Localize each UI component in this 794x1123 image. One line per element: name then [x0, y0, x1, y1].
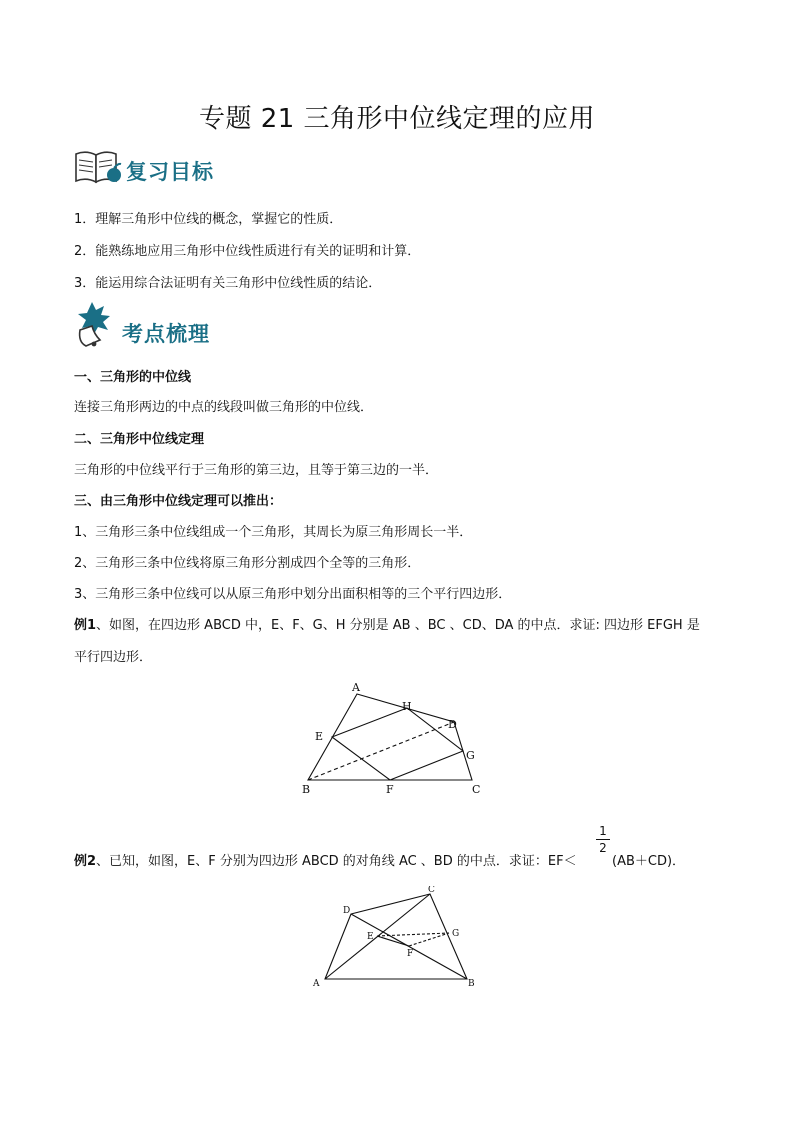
label-G: G [466, 749, 475, 762]
example1-figure [290, 680, 500, 800]
goal-2: 2．能熟练地应用三角形中位线性质进行有关的证明和计算． [74, 244, 421, 259]
example2-label: 例2 [74, 854, 97, 869]
label-D: D [448, 718, 457, 731]
label-E: E [315, 730, 324, 743]
corollary-2: 2、三角形三条中位线将原三角形分割成四个全等的三角形． [74, 556, 421, 571]
knowledge-heading-1: 一、三角形的中位线 [74, 370, 192, 385]
fraction-bar [596, 839, 610, 840]
fraction-numerator: 1 [599, 824, 607, 838]
example2-line [74, 850, 577, 869]
label-F: F [386, 783, 394, 796]
knowledge-heading-3: 三、由三角形中位线定理可以推出： [74, 494, 283, 509]
fraction-one-half [596, 824, 610, 855]
label-E: E [367, 932, 374, 942]
knowledge-text-1: 连接三角形两边的中点的线段叫做三角形的中位线． [74, 400, 374, 415]
segment-FG [409, 933, 449, 946]
label-C: C [428, 886, 435, 895]
corollary-3: 3、三角形三条中位线可以从原三角形中划分出面积相等的三个平行四边形． [74, 587, 512, 602]
book-icon [74, 148, 122, 186]
example1-line1 [74, 614, 700, 633]
example1-text: 、如图，在四边形 ABCD 中，E、F、G、H 分别是 AB 、BC 、CD、DA 的中点．求证: 四边形 EFGH 是 [96, 618, 700, 633]
section-header-points [72, 300, 210, 348]
label-H: H [402, 700, 412, 713]
label-B: B [468, 979, 475, 989]
section-title-points: 考点梳理 [122, 322, 210, 346]
section-header-review [74, 148, 214, 186]
page-title: 专题 21 三角形中位线定理的应用 [198, 104, 596, 134]
example1-label: 例1 [74, 618, 97, 633]
label-F: F [407, 949, 414, 959]
example2-tail: (AB＋CD)． [612, 854, 686, 869]
example2-text: 、已知，如图，E、F 分别为四边形 ABCD 的对角线 AC 、BD 的中点．求证：EF＜ [96, 854, 577, 869]
label-D: D [343, 906, 351, 916]
label-G: G [452, 929, 460, 939]
corollary-1: 1、三角形三条中位线组成一个三角形，其周长为原三角形周长一半． [74, 525, 473, 540]
diagonal-BD [351, 914, 467, 979]
label-B: B [302, 783, 311, 796]
knowledge-text-2: 三角形的中位线平行于三角形的第三边，且等于第三边的一半． [74, 463, 439, 478]
label-A: A [313, 979, 320, 989]
section-title-review: 复习目标 [126, 160, 214, 184]
goal-1: 1．理解三角形中位线的概念，掌握它的性质． [74, 212, 343, 227]
diagonal-BD [308, 722, 454, 780]
example2-figure [305, 886, 495, 991]
goal-3: 3．能运用综合法证明有关三角形中位线性质的结论． [74, 276, 382, 291]
bell-leaf-icon [72, 300, 118, 348]
example1-line2: 平行四边形． [74, 650, 153, 665]
label-C: C [472, 783, 481, 796]
knowledge-heading-2: 二、三角形中位线定理 [74, 432, 205, 447]
fraction-denominator: 2 [599, 841, 607, 855]
label-A: A [352, 681, 360, 694]
